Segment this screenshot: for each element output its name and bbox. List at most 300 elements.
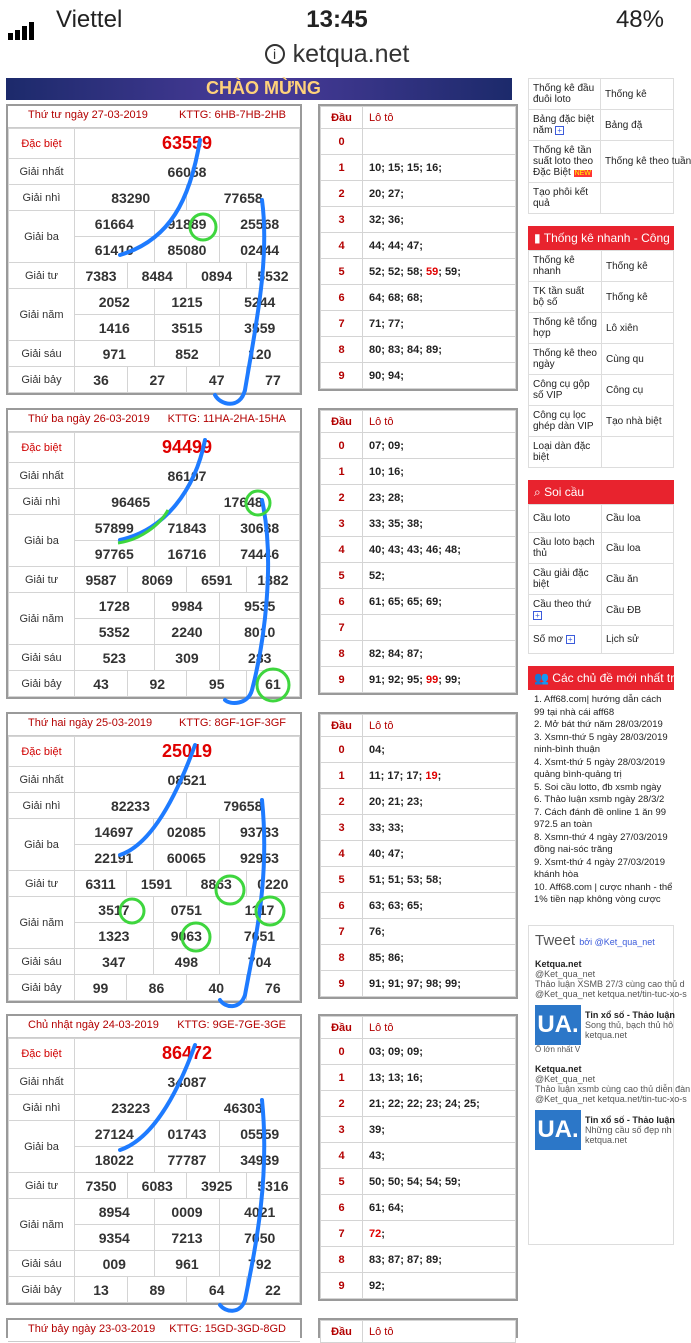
- prize-number: 3515: [154, 315, 220, 341]
- prize-number: 17648: [187, 489, 300, 515]
- prize-number: 0009: [154, 1199, 220, 1225]
- loto-number: 65: [387, 595, 401, 608]
- loto-row: 2 20; 21; 23;: [321, 789, 516, 815]
- prize-number: 25019: [75, 737, 300, 767]
- label-g4: Giải tư: [9, 1173, 75, 1199]
- topic-link[interactable]: đồng nai-sóc trăng: [534, 844, 613, 855]
- prize-number: 57899: [75, 515, 155, 541]
- label-g3: Giải ba: [9, 515, 75, 567]
- loto-number: 27: [387, 187, 401, 200]
- sidebar-link[interactable]: Cầu ăn: [602, 564, 674, 595]
- loto-number: 99: [425, 673, 439, 686]
- promo-banner[interactable]: [6, 78, 512, 100]
- prize-number: 1117: [219, 897, 299, 923]
- loto-row: 5 52;: [321, 563, 516, 589]
- loto-number: 47: [387, 847, 401, 860]
- loto-head: 8: [321, 945, 363, 971]
- loto-number: 46: [425, 543, 439, 556]
- label-g1: Giải nhất: [9, 463, 75, 489]
- prize-number: 9587: [75, 567, 128, 593]
- label-g1: Giải nhất: [9, 1069, 75, 1095]
- loto-number: 68: [406, 291, 420, 304]
- loto-head: 7: [321, 615, 363, 641]
- loto-number: 23: [425, 1097, 439, 1110]
- tweet-1[interactable]: Ketqua.net @Ket_qua_net Thảo luận XSMB 27/3 cùng cao thủ d @Ket_qua_net ketqua.net/tin-tuc-xo-s UA. Tin xổ số - Thảo luận Song thủ, bạch thủ hô ketqua.net Ố lớn nhất V: [535, 958, 687, 1054]
- prize-number: 0751: [153, 897, 219, 923]
- prize-number: 61: [246, 671, 299, 697]
- sidebar-link[interactable]: Lô xiên: [602, 313, 674, 344]
- prize-number: 9354: [75, 1225, 155, 1251]
- prize-number: 25568: [220, 211, 300, 237]
- loto-number: 11: [369, 769, 381, 782]
- col-dau: Đầu: [321, 107, 363, 129]
- loto-head: 9: [321, 1273, 363, 1299]
- sidebar-link[interactable]: Cầu giải đặc biệt: [529, 564, 602, 595]
- sidebar-link[interactable]: Cầu loto bạch thủ: [529, 533, 602, 564]
- prize-number: 852: [154, 341, 220, 367]
- label-g7: Giải bảy: [9, 1277, 75, 1303]
- prize-number: 7213: [154, 1225, 220, 1251]
- info-icon[interactable]: i: [265, 44, 285, 64]
- prize-number: 92: [128, 671, 187, 697]
- loto-number: 65: [406, 595, 420, 608]
- prize-number: 89: [128, 1277, 187, 1303]
- loto-head: 4: [321, 233, 363, 259]
- loto-row: 6 61; 65; 65; 69;: [321, 589, 516, 615]
- loto-row: 6 64; 68; 68;: [321, 285, 516, 311]
- sidebar-link[interactable]: Cầu ĐB: [602, 595, 674, 626]
- clock: 13:45: [306, 6, 368, 33]
- loto-number: 52: [369, 265, 382, 278]
- prize-number: 3559: [220, 315, 300, 341]
- loto-number: 71: [369, 317, 382, 330]
- sidebar-link[interactable]: Loại dàn đặc biệt: [529, 437, 602, 468]
- loto-number: 13: [387, 1071, 401, 1084]
- label-g4: Giải tư: [9, 263, 75, 289]
- col-loto: Lô tô: [363, 715, 516, 737]
- prize-number: 40: [186, 975, 246, 1001]
- tweet-title: Tweet: [535, 931, 576, 949]
- loto-number: 89: [425, 1253, 439, 1266]
- loto-number: 20: [369, 795, 382, 808]
- prize-number: 8069: [128, 567, 187, 593]
- label-g6: Giải sáu: [9, 949, 75, 975]
- col-loto: Lô tô: [363, 107, 516, 129]
- loto-number: 97: [406, 977, 420, 990]
- loto-number: 52: [369, 569, 382, 582]
- topic-link[interactable]: 1. Aff68.com| hướng dẫn cách: [534, 694, 662, 705]
- sidebar-link[interactable]: Cầu loto: [529, 505, 602, 533]
- prize-number: 34087: [75, 1069, 300, 1095]
- loto-number: 61: [369, 595, 382, 608]
- prize-number: 47: [187, 367, 246, 393]
- topic-link[interactable]: 9. Xsmt-thứ 4 ngày 27/03/2019: [534, 856, 665, 868]
- sidebar-link[interactable]: Công cụ: [602, 375, 674, 406]
- result-table: [6, 104, 302, 395]
- loto-row: 7 76;: [321, 919, 516, 945]
- loto-number: 36: [387, 213, 401, 226]
- loto-number: 25: [463, 1097, 477, 1110]
- loto-head: 3: [321, 815, 363, 841]
- sidebar-link[interactable]: Thống kê đầu đuôi loto: [529, 79, 601, 110]
- topic-link[interactable]: 7. Cách đánh đề online 1 ăn 99: [534, 806, 667, 818]
- sidebar-link[interactable]: Công cụ lọc ghép dàn VIP: [529, 406, 602, 437]
- sidebar-link[interactable]: Thống kê: [602, 251, 674, 282]
- loto-row: 9 90; 94;: [321, 363, 516, 389]
- sidebar-link[interactable]: [602, 437, 674, 468]
- loto-number: 59: [425, 265, 439, 278]
- loto-head: 8: [321, 337, 363, 363]
- result-table: [6, 1014, 302, 1305]
- prize-number: 66058: [75, 159, 300, 185]
- sidebar-link[interactable]: Cầu loa: [602, 533, 674, 564]
- loto-number: 87: [406, 647, 420, 660]
- loto-number: 65: [406, 899, 420, 912]
- loto-number: 99: [444, 977, 458, 990]
- result-date[interactable]: Thứ ba ngày 26-03-2019: [28, 413, 150, 425]
- sidebar-link[interactable]: Cầu theo thứ +: [529, 595, 602, 626]
- sidebar-link[interactable]: Thống kê: [602, 282, 674, 313]
- topic-link[interactable]: 10. Aff68.com | cược nhanh - thể: [534, 881, 673, 893]
- prize-number: 2240: [154, 619, 220, 645]
- kttg: KTTG: 11HA-2HA-15HA: [167, 413, 286, 425]
- result-date[interactable]: Thứ hai ngày 25-03-2019: [28, 717, 153, 729]
- prize-number: 82233: [75, 793, 187, 819]
- sidebar-link[interactable]: Lịch sử: [602, 626, 674, 654]
- prize-number: 7651: [219, 923, 299, 949]
- loto-head: 1: [321, 459, 363, 485]
- loto-number: 22: [406, 1097, 420, 1110]
- loto-head: 9: [321, 363, 363, 389]
- loto-number: 40: [369, 847, 382, 860]
- loto-row: 5 51; 51; 53; 58;: [321, 867, 516, 893]
- loto-number: 58: [425, 873, 439, 886]
- loto-row: 1 10; 15; 15; 16;: [321, 155, 516, 181]
- prize-number: 23223: [75, 1095, 187, 1121]
- loto-number: 91: [387, 977, 401, 990]
- loto-number: 03: [369, 1045, 382, 1058]
- loto-row: 8 83; 87; 87; 89;: [321, 1247, 516, 1273]
- loto-head: 3: [321, 511, 363, 537]
- topic-link[interactable]: 5. Soi cầu lotto, đb xsmb ngày: [534, 781, 662, 793]
- prize-number: 86472: [75, 1039, 300, 1069]
- prize-number: 77658: [187, 185, 300, 211]
- sidebar-link[interactable]: Cùng qu: [602, 344, 674, 375]
- prize-number: 1215: [154, 289, 220, 315]
- loto-number: 58: [406, 265, 420, 278]
- loto-row: 0 07; 09;: [321, 433, 516, 459]
- sidebar-link[interactable]: Bảng đặc biệt năm +: [529, 110, 601, 141]
- loto-row: 3 33; 35; 38;: [321, 511, 516, 537]
- prize-number: 85080: [154, 237, 220, 263]
- loto-number: 47: [406, 239, 420, 252]
- loto-number: 22: [387, 1097, 401, 1110]
- loto-row: 4 44; 44; 47;: [321, 233, 516, 259]
- loto-number: 33: [387, 821, 401, 834]
- tweet-by[interactable]: bởi @Ket_qua_net: [579, 936, 655, 947]
- prize-number: 5352: [75, 619, 155, 645]
- sidebar-link[interactable]: Bảng đặ: [601, 110, 674, 141]
- sidebar-link[interactable]: Thống kê theo ngày: [529, 344, 602, 375]
- plus-icon[interactable]: +: [533, 611, 542, 620]
- loto-number: 86: [387, 951, 401, 964]
- prize-number: 309: [154, 645, 220, 671]
- prize-number: 08521: [75, 767, 300, 793]
- prize-number: 46303: [187, 1095, 300, 1121]
- loto-number: 21: [387, 795, 401, 808]
- loto-row: 8 80; 83; 84; 89;: [321, 337, 516, 363]
- prize-number: 02085: [153, 819, 219, 845]
- prize-number: 22: [246, 1277, 299, 1303]
- prize-number: 93733: [219, 819, 299, 845]
- loto-number: 95: [406, 673, 420, 686]
- label-g7: Giải bảy: [9, 367, 75, 393]
- loto-number: 35: [387, 517, 401, 530]
- topic-link[interactable]: 4. Xsmt-thứ 5 ngày 28/03/2019: [534, 756, 665, 768]
- col-dau: Đầu: [321, 1017, 363, 1039]
- sidebar-link[interactable]: Tạo nhà biệt: [602, 406, 674, 437]
- loto-row: 2 23; 28;: [321, 485, 516, 511]
- result-date[interactable]: Thứ tư ngày 27-03-2019: [28, 109, 148, 121]
- soi-cau-header: ⌕ Soi cầu: [528, 480, 674, 504]
- loto-row: 6 61; 64;: [321, 1195, 516, 1221]
- loto-table: [318, 408, 518, 695]
- loto-head: 2: [321, 181, 363, 207]
- loto-row: 0 04;: [321, 737, 516, 763]
- label-db: Đặc biệt: [9, 433, 75, 463]
- loto-number: 63: [369, 899, 382, 912]
- label-g2: Giải nhì: [9, 185, 75, 211]
- loto-row: 4 40; 47;: [321, 841, 516, 867]
- label-g1: Giải nhất: [9, 767, 75, 793]
- loto-number: 16: [387, 465, 401, 478]
- label-g7: Giải bảy: [9, 671, 75, 697]
- prize-number: 64: [187, 1277, 246, 1303]
- prize-number: 02444: [220, 237, 300, 263]
- col-loto: Lô tô: [363, 411, 516, 433]
- prize-number: 22191: [75, 845, 154, 871]
- loto-number: 44: [387, 239, 401, 252]
- prize-number: 43: [75, 671, 128, 697]
- loto-number: 16: [425, 161, 439, 174]
- loto-table: [318, 104, 518, 391]
- loto-row: 0 03; 09; 09;: [321, 1039, 516, 1065]
- col-dau: Đầu: [321, 411, 363, 433]
- plus-icon[interactable]: +: [566, 635, 575, 644]
- prize-number: 7383: [75, 263, 128, 289]
- loto-head: 0: [321, 129, 363, 155]
- loto-number: 43: [387, 543, 401, 556]
- prize-number: 8484: [128, 263, 187, 289]
- topic-link[interactable]: quảng bình-quảng trị: [534, 769, 622, 780]
- loto-number: 52: [387, 265, 401, 278]
- loto-head: 9: [321, 667, 363, 693]
- url-text: ketqua.net: [292, 40, 410, 68]
- loto-row: 9 91; 91; 97; 98; 99;: [321, 971, 516, 997]
- loto-number: 87: [406, 1253, 420, 1266]
- sidebar-link[interactable]: Tạo phôi kết quả: [529, 183, 601, 214]
- loto-number: 28: [387, 491, 401, 504]
- prize-number: 009: [75, 1251, 155, 1277]
- prize-number: 9063: [153, 923, 219, 949]
- loto-head: 6: [321, 1195, 363, 1221]
- loto-head: 4: [321, 1143, 363, 1169]
- col-loto: Lô tô: [363, 1321, 516, 1343]
- loto-row: 9 91; 92; 95; 99; 99;: [321, 667, 516, 693]
- label-g2: Giải nhì: [9, 793, 75, 819]
- sidebar-link[interactable]: [601, 183, 674, 214]
- label-g5: Giải năm: [9, 289, 75, 341]
- prize-number: 7050: [220, 1225, 300, 1251]
- loto-number: 83: [387, 343, 401, 356]
- loto-row: 1 10; 16;: [321, 459, 516, 485]
- stats-quick-header: ▮ Thống kê nhanh - Công: [528, 226, 674, 250]
- label-g2: Giải nhì: [9, 1095, 75, 1121]
- loto-head: 0: [321, 1039, 363, 1065]
- sidebar-link[interactable]: Thống kê theo tuần: [601, 141, 674, 183]
- prize-number: 83290: [75, 185, 187, 211]
- loto-number: 09: [387, 439, 401, 452]
- loto-number: 64: [387, 1201, 401, 1214]
- status-bar: [0, 0, 674, 44]
- prize-number: 76: [246, 975, 299, 1001]
- loto-row: 4 43;: [321, 1143, 516, 1169]
- label-g6: Giải sáu: [9, 645, 75, 671]
- loto-number: 15: [387, 161, 401, 174]
- prize-number: 86107: [75, 463, 300, 489]
- sidebar-link[interactable]: TK tần suất bộ số: [529, 282, 602, 313]
- prize-number: 1591: [127, 871, 187, 897]
- sidebar-link[interactable]: Cầu loa: [602, 505, 674, 533]
- topic-link[interactable]: 972.5 an toàn: [534, 819, 593, 830]
- label-g7: Giải bảy: [9, 975, 75, 1001]
- prize-number: 4021: [220, 1199, 300, 1225]
- prize-number: 8954: [75, 1199, 155, 1225]
- loto-row: [321, 615, 516, 641]
- label-db: Đặc biệt: [9, 1039, 75, 1069]
- label-g3: Giải ba: [9, 211, 75, 263]
- loto-number: 51: [369, 873, 382, 886]
- topics-header: 👥 Các chủ đề mới nhất trê: [528, 666, 674, 690]
- next-kttg: KTTG: 15GD-3GD-8GD: [169, 1323, 286, 1335]
- loto-number: 92: [369, 1279, 382, 1292]
- ua-logo: UA.: [535, 1110, 581, 1150]
- prize-number: 3925: [187, 1173, 246, 1199]
- label-g4: Giải tư: [9, 567, 75, 593]
- prize-number: 7350: [75, 1173, 128, 1199]
- loto-number: 38: [406, 517, 420, 530]
- loto-number: 43: [369, 1149, 382, 1162]
- loto-number: 83: [369, 1253, 382, 1266]
- loto-number: 04: [369, 743, 382, 756]
- loto-number: 54: [406, 1175, 420, 1188]
- prize-number: 5316: [246, 1173, 299, 1199]
- loto-number: 33: [369, 517, 382, 530]
- label-g3: Giải ba: [9, 1121, 75, 1173]
- loto-row: 2 20; 27;: [321, 181, 516, 207]
- prize-number: 77: [246, 367, 299, 393]
- loto-number: 40: [369, 543, 382, 556]
- prize-number: 34939: [220, 1147, 300, 1173]
- prize-number: 1416: [75, 315, 155, 341]
- topic-link[interactable]: 6. Thảo luận xsmb ngày 28/3/2: [534, 794, 665, 805]
- loto-number: 91: [369, 977, 382, 990]
- topics-list: [528, 690, 674, 907]
- label-g2: Giải nhì: [9, 489, 75, 515]
- topic-link[interactable]: khánh hòa: [534, 869, 579, 880]
- topic-link[interactable]: 2. Mở bát thứ năm 28/03/2019: [534, 719, 663, 730]
- result-date[interactable]: Chủ nhật ngày 24-03-2019: [28, 1019, 159, 1031]
- loto-number: 64: [369, 291, 382, 304]
- loto-number: 59: [444, 1175, 458, 1188]
- topic-link[interactable]: ninh-bình thuận: [534, 744, 601, 755]
- loto-number: 50: [369, 1175, 382, 1188]
- sidebar-link[interactable]: Số mơ +: [529, 626, 602, 654]
- address-bar[interactable]: [0, 40, 674, 76]
- tweet-widget: [528, 925, 691, 1245]
- label-g5: Giải năm: [9, 1199, 75, 1251]
- loto-number: 99: [444, 673, 458, 686]
- prize-number: 13: [75, 1277, 128, 1303]
- topic-link[interactable]: 8. Xsmn-thứ 4 ngày 27/03/2019: [534, 831, 668, 843]
- label-g5: Giải năm: [9, 897, 75, 949]
- loto-number: 09: [387, 1045, 401, 1058]
- prize-number: 61664: [75, 211, 155, 237]
- loto-head: 1: [321, 1065, 363, 1091]
- label-g4: Giải tư: [9, 871, 75, 897]
- loto-head: 0: [321, 433, 363, 459]
- prize-number: 01743: [154, 1121, 220, 1147]
- prize-number: 92953: [219, 845, 299, 871]
- loto-head: 6: [321, 589, 363, 615]
- sidebar-link[interactable]: Thống kê tổng hợp: [529, 313, 602, 344]
- loto-head: 7: [321, 1221, 363, 1247]
- loto-head: 5: [321, 563, 363, 589]
- loto-head: 6: [321, 285, 363, 311]
- kttg: KTTG: 8GF-1GF-3GF: [179, 717, 286, 729]
- sidebar-link[interactable]: Thống kê nhanh: [529, 251, 602, 282]
- loto-number: 82: [369, 647, 382, 660]
- sidebar-link[interactable]: Công cụ gộp số VIP: [529, 375, 602, 406]
- col-dau: Đầu: [321, 1321, 363, 1343]
- topic-link[interactable]: 3. Xsmn-thứ 5 ngày 28/03/2019: [534, 731, 668, 743]
- col-dau: Đầu: [321, 715, 363, 737]
- loto-row: 2 21; 22; 22; 23; 24; 25;: [321, 1091, 516, 1117]
- plus-icon[interactable]: +: [555, 126, 564, 135]
- topic-link[interactable]: 99 tại nhà cái aff68: [534, 706, 615, 718]
- loto-number: 69: [425, 595, 439, 608]
- prize-number: 120: [220, 341, 300, 367]
- prize-number: 60065: [153, 845, 219, 871]
- sidebar-link[interactable]: Thống kê: [601, 79, 674, 110]
- prize-number: 71843: [154, 515, 220, 541]
- loto-number: 53: [406, 873, 420, 886]
- loto-row: 4 40; 43; 43; 46; 48;: [321, 537, 516, 563]
- banner-text: CHÀO MỪNG: [206, 78, 321, 98]
- prize-number: 77787: [154, 1147, 220, 1173]
- prize-number: 79658: [186, 793, 299, 819]
- prize-number: 27: [128, 367, 187, 393]
- loto-head: 2: [321, 789, 363, 815]
- prize-number: 27124: [75, 1121, 155, 1147]
- loto-row: 5 52; 52; 58; 59; 59;: [321, 259, 516, 285]
- loto-row: 6 63; 63; 65;: [321, 893, 516, 919]
- topic-link[interactable]: 1% tiền nạp không vòng cược: [534, 894, 661, 905]
- sidebar-link[interactable]: Thống kê tần suất loto theo Đặc Biệt NEW: [529, 141, 601, 183]
- loto-head: 5: [321, 867, 363, 893]
- tweet-2[interactable]: Ketqua.net @Ket_qua_net Thảo luận xsmb cùng cao thủ diễn đàn @Ket_qua_net ketqua.net/tin-tuc-xo-s UA. Tin xổ số - Thảo luận Những cầu số đẹp nh ketqua.net: [535, 1064, 667, 1150]
- prize-number: 5244: [220, 289, 300, 315]
